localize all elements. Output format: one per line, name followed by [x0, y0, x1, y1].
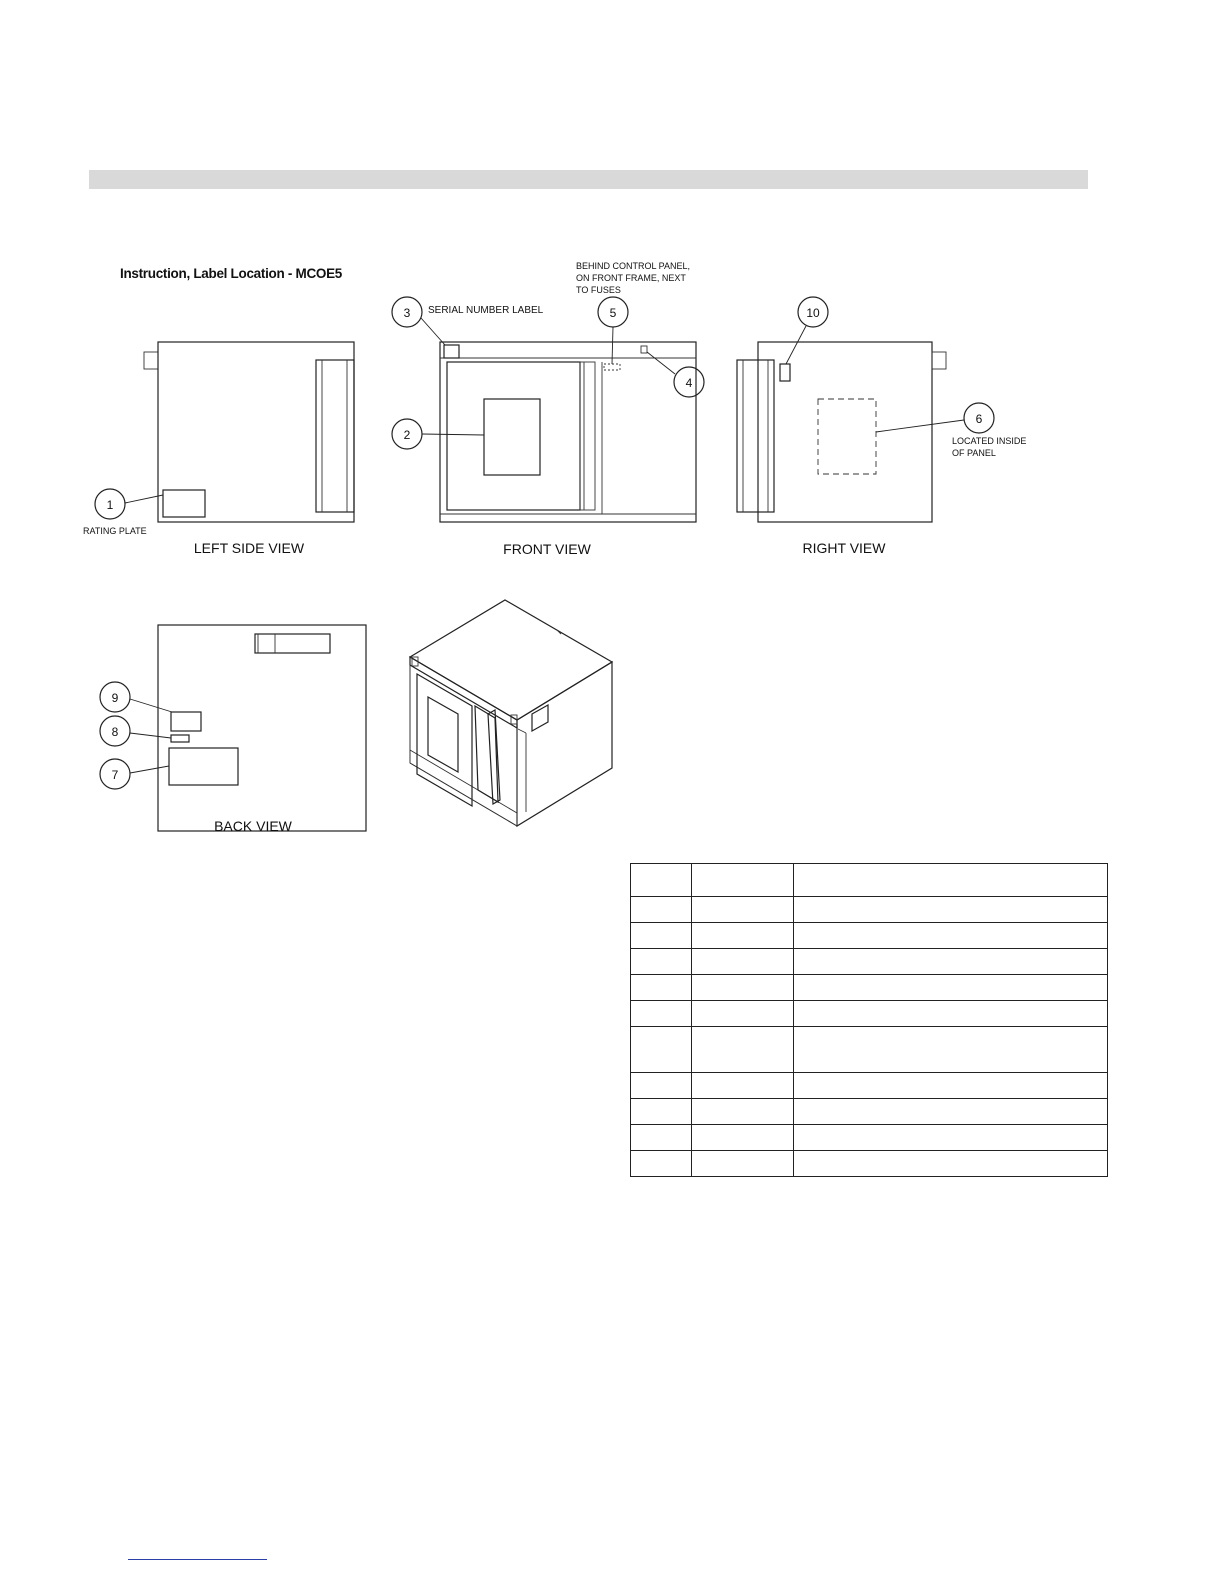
callout-8-label: 8	[111, 725, 119, 739]
table-row	[631, 1151, 1108, 1177]
callout-2-label: 2	[403, 428, 411, 442]
back-view	[100, 625, 366, 834]
callout-10-label: 10	[806, 306, 820, 320]
inside-panel-label-area	[818, 399, 876, 474]
rating-plate-note: RATING PLATE	[83, 526, 147, 536]
table-row	[631, 1027, 1108, 1073]
callout-3-label: 3	[403, 306, 411, 320]
back-view-title: BACK VIEW	[214, 818, 292, 834]
back-label-7-box	[169, 748, 238, 785]
inside-panel-note-line-2: OF PANEL	[952, 448, 996, 458]
inside-panel-note-line-1: LOCATED INSIDE	[952, 436, 1027, 446]
table-row	[631, 1125, 1108, 1151]
page-heading: Instruction, Label Location - MCOE5	[120, 266, 343, 281]
rating-plate-box	[163, 490, 205, 517]
table-row	[631, 923, 1108, 949]
behind-panel-note-line-2: ON FRONT FRAME, NEXT	[576, 273, 686, 283]
callout-1-label: 1	[106, 498, 114, 512]
right-small-label-box	[780, 364, 790, 381]
left-side-view-title: LEFT SIDE VIEW	[193, 540, 305, 556]
behind-panel-note-line-1: BEHIND CONTROL PANEL,	[576, 261, 691, 271]
table-row	[631, 1001, 1108, 1027]
right-view-title: RIGHT VIEW	[802, 540, 886, 556]
serial-number-note: SERIAL NUMBER LABEL	[428, 305, 544, 316]
serial-label-box	[444, 345, 459, 358]
table-row	[631, 1099, 1108, 1125]
front-window-label-area	[484, 399, 540, 475]
footer-link-underline[interactable]	[128, 1559, 267, 1560]
table-row	[631, 975, 1108, 1001]
front-view-title: FRONT VIEW	[503, 541, 591, 557]
callout-6-label: 6	[975, 412, 983, 426]
front-view	[392, 261, 704, 557]
back-label-8-box	[171, 735, 189, 742]
isometric-view	[410, 600, 612, 826]
callout-7-label: 7	[111, 768, 119, 782]
right-view	[737, 297, 1026, 556]
table-row	[631, 949, 1108, 975]
callout-9-label: 9	[111, 691, 119, 705]
callout-4-label: 4	[685, 376, 693, 390]
behind-panel-note-line-3: TO FUSES	[576, 285, 621, 295]
back-label-9-box	[171, 712, 201, 731]
parts-table	[630, 863, 1108, 1177]
callout-5-label: 5	[609, 306, 617, 320]
table-row	[631, 1073, 1108, 1099]
left-side-view	[83, 342, 354, 556]
table-row	[631, 897, 1108, 923]
table-header-row	[631, 864, 1108, 897]
